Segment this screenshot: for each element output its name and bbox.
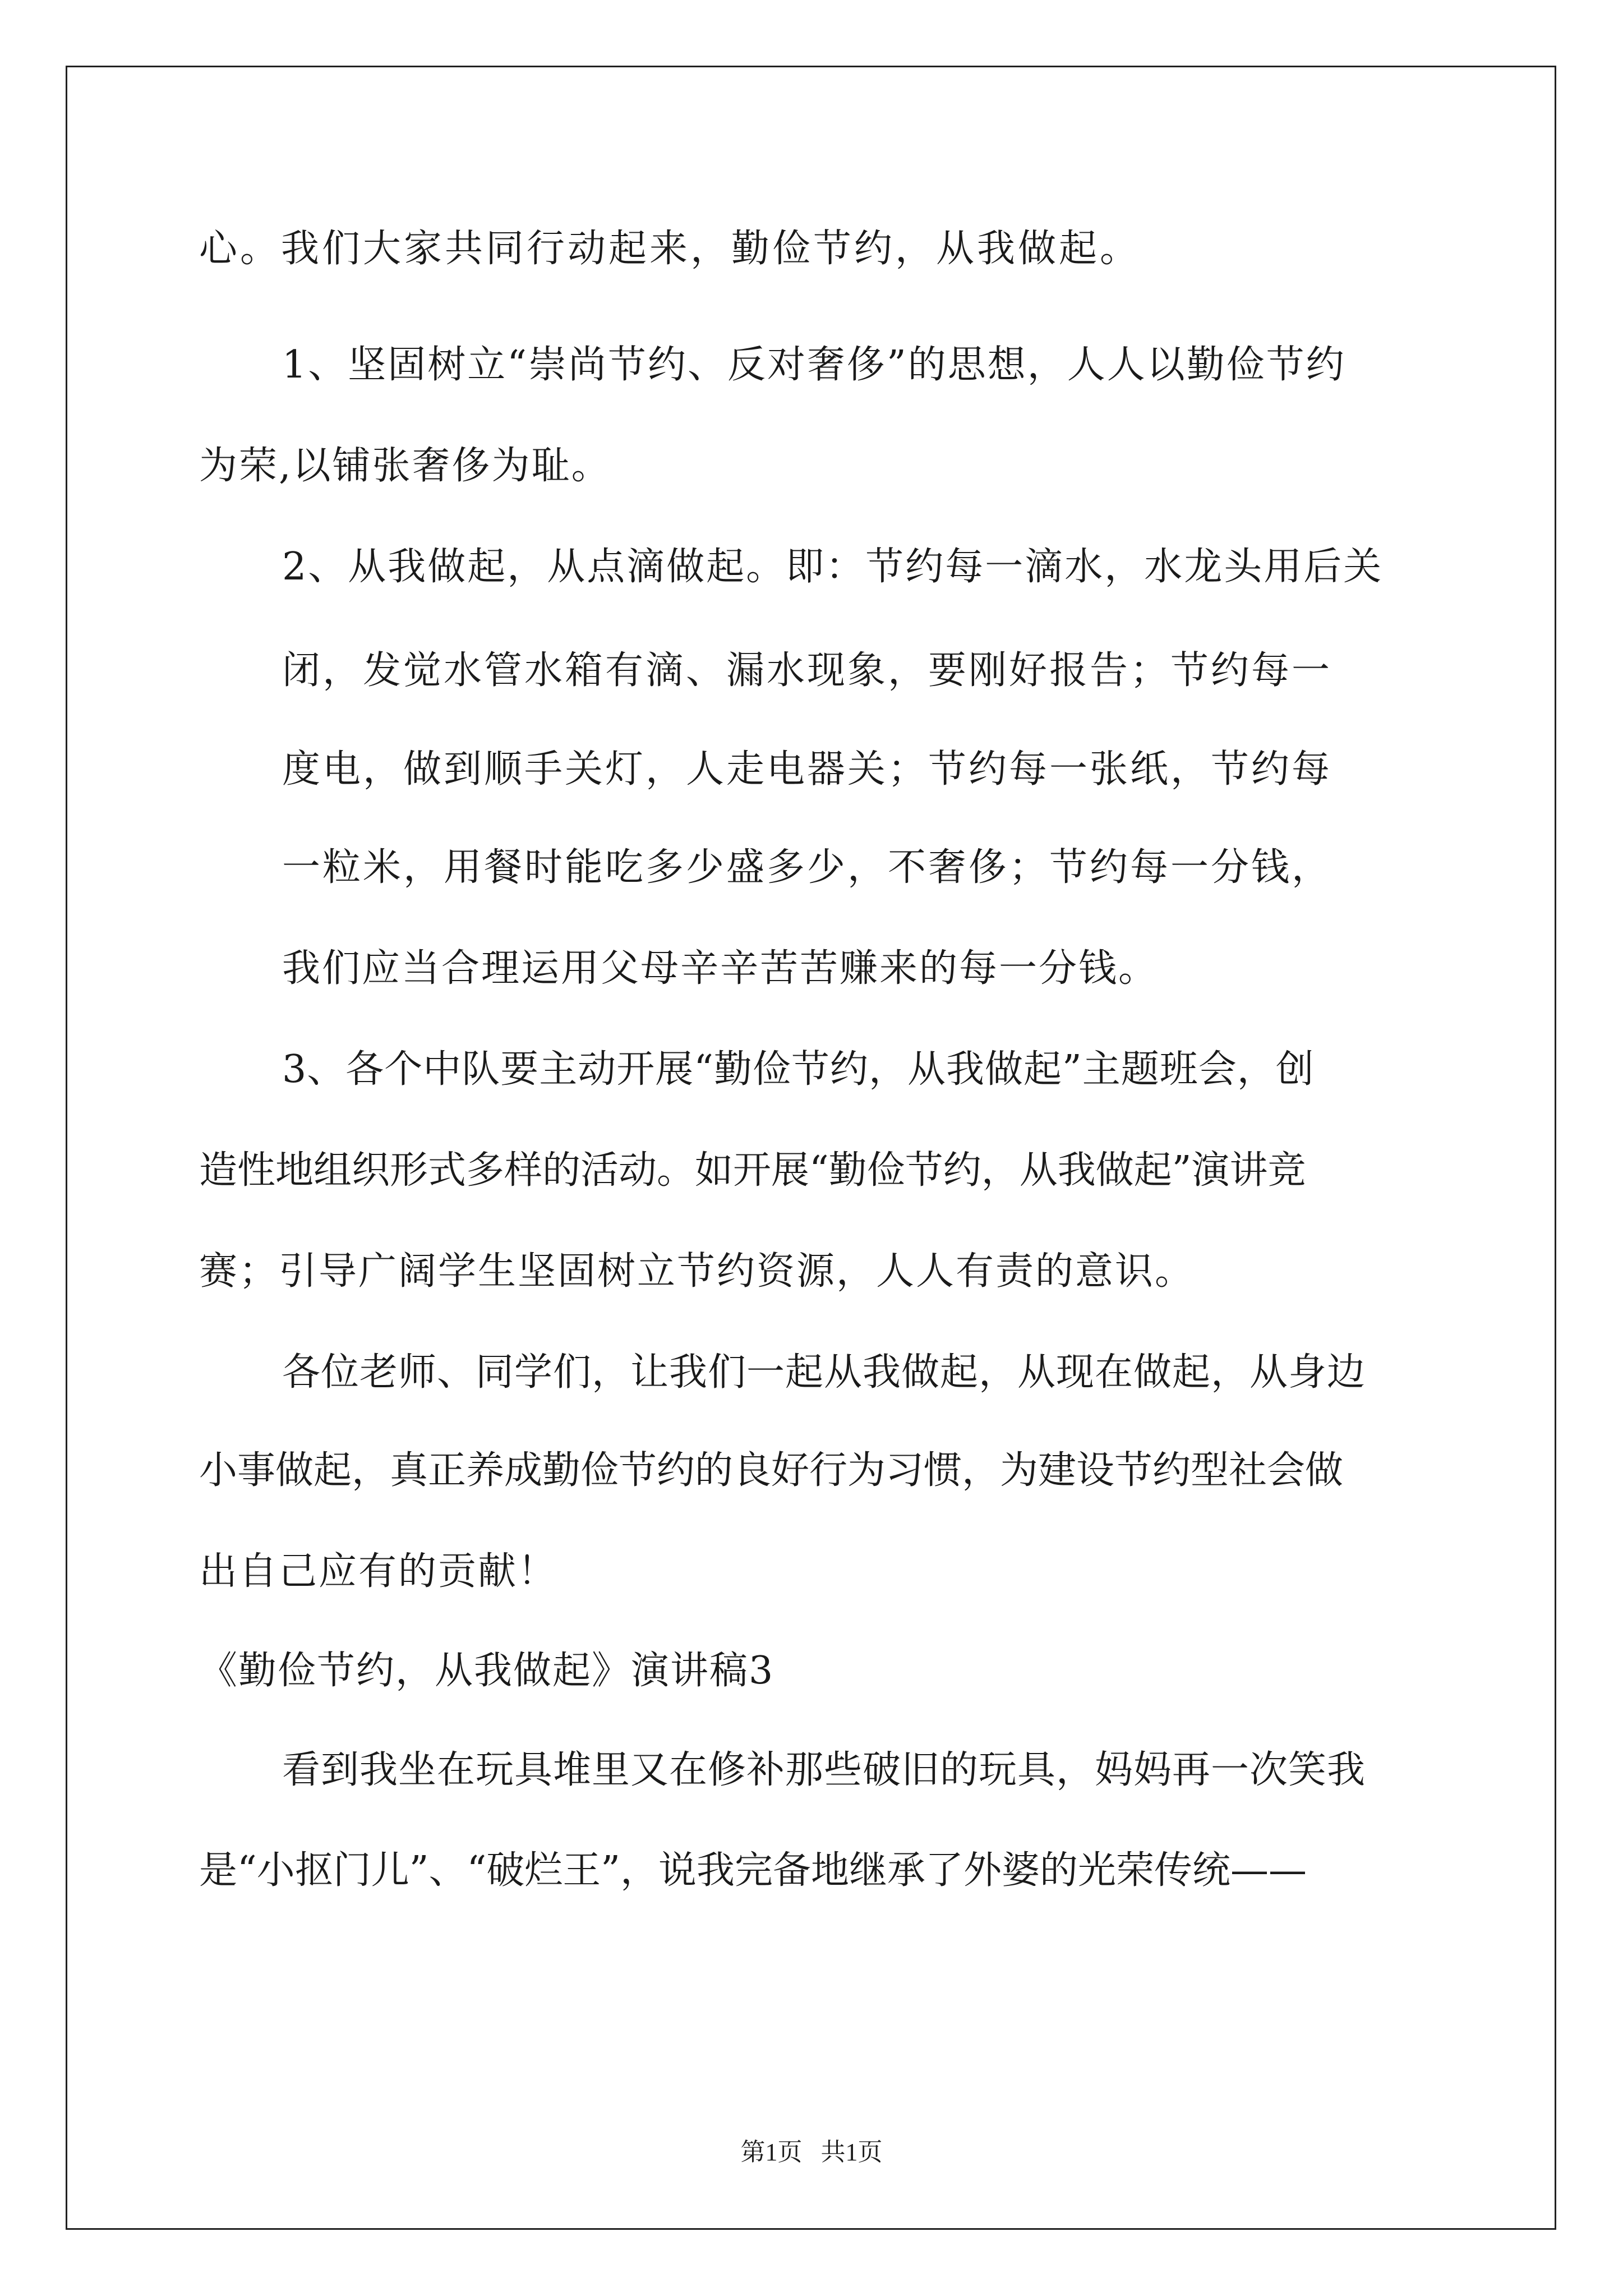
text-line: 闭，发觉水管水箱有滴、漏水现象，要刚好报告；节约每一 (282, 648, 1332, 693)
text-line: 是“小抠门儿”、“破烂王”，说我完备地继承了外婆的光荣传统—— (199, 1848, 1307, 1893)
text-line: 2、从我做起，从点滴做起。即：节约每一滴水，水龙头用后关 (282, 545, 1384, 589)
text-line: 度电，做到顺手关灯，人走电器关；节约每一张纸，节约每 (282, 747, 1332, 792)
text-line: 各位老师、同学们，让我们一起从我做起，从现在做起，从身边 (282, 1350, 1366, 1395)
text-line: 3、各个中队要主动开展“勤俭节约，从我做起”主题班会，创 (282, 1047, 1315, 1092)
text-line: 看到我坐在玩具堆里又在修补那些破旧的玩具，妈妈再一次笑我 (282, 1748, 1366, 1792)
text-line: 造性地组织形式多样的活动。如开展“勤俭节约，从我做起”演讲竞 (199, 1148, 1306, 1193)
text-line: 心。我们大家共同行动起来，勤俭节约，从我做起。 (199, 227, 1141, 271)
text-line: 一粒米，用餐时能吃多少盛多少，不奢侈；节约每一分钱， (282, 845, 1332, 890)
page-footer: 第1页 共1页 (740, 2138, 883, 2166)
text-line: 1、坚固树立“崇尚节约、反对奢侈”的思想，人人以勤俭节约 (282, 343, 1346, 387)
text-line: 赛；引导广阔学生坚固树立节约资源，人人有责的意识。 (199, 1249, 1195, 1294)
section-heading: 《勤俭节约，从我做起》演讲稿3 (199, 1649, 774, 1693)
text-line: 小事做起，真正养成勤俭节约的良好行为习惯，为建设节约型社会做 (199, 1448, 1344, 1493)
text-line: 为荣,以铺张奢侈为耻。 (199, 444, 611, 488)
text-line: 我们应当合理运用父母辛辛苦苦赚来的每一分钱。 (282, 946, 1159, 991)
page-border (66, 66, 1556, 2230)
text-line: 出自己应有的贡献！ (199, 1549, 558, 1594)
